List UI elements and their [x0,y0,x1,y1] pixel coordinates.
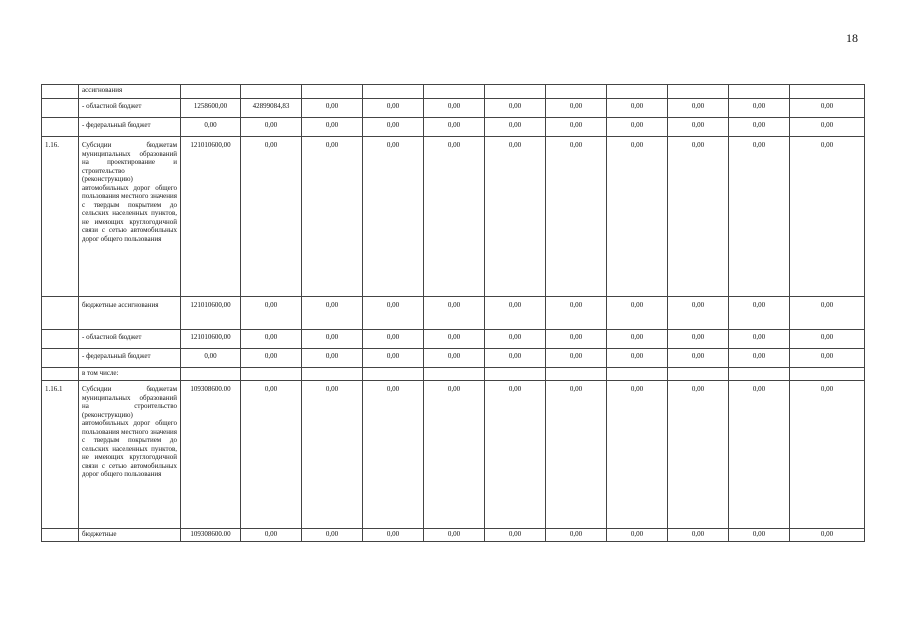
table-row [42,381,865,529]
value-cell: 0,00 [363,118,424,137]
value-cell [729,85,790,99]
value-cell: 0,00 [668,137,729,297]
value-cell: 0,00 [485,529,546,542]
value-cell: 0,00 [729,118,790,137]
value-cell: 0,00 [790,381,865,529]
value-cell: 0,00 [363,137,424,297]
value-cell: 0,00 [546,349,607,368]
value-cell: 0,00 [607,381,668,529]
value-cell: 0,00 [424,297,485,330]
row-label-cell: - областной бюджет [79,330,181,349]
row-index-cell [42,529,79,542]
value-cell: 0,00 [668,349,729,368]
value-cell: 0,00 [424,330,485,349]
row-index-cell [42,297,79,330]
value-cell: 0,00 [607,330,668,349]
value-cell [424,85,485,99]
value-cell: 0,00 [790,137,865,297]
value-cell: 1258600,00 [181,99,241,118]
value-cell [424,368,485,381]
value-cell [607,368,668,381]
value-cell: 109308600.00 [181,529,241,542]
page-number: 18 [846,31,858,45]
value-cell: 0,00 [607,118,668,137]
value-cell: 0,00 [546,137,607,297]
value-cell: 0,00 [546,118,607,137]
table-body [42,85,865,542]
value-cell: 0,00 [790,118,865,137]
row-label-cell: - федеральный бюджет [79,118,181,137]
value-cell: 0,00 [607,529,668,542]
table-row [42,529,865,542]
table-row [42,118,865,137]
value-cell: 0,00 [302,118,363,137]
value-cell [546,368,607,381]
value-cell: 0,00 [607,99,668,118]
value-cell: 0,00 [241,349,302,368]
value-cell: 0,00 [424,529,485,542]
value-cell: 0,00 [607,137,668,297]
value-cell: 0,00 [241,529,302,542]
value-cell: 0,00 [668,118,729,137]
value-cell: 0,00 [790,297,865,330]
table-row [42,368,865,381]
value-cell [363,85,424,99]
value-cell: 0,00 [607,297,668,330]
value-cell: 0,00 [424,137,485,297]
value-cell: 0,00 [181,118,241,137]
value-cell: 0,00 [546,381,607,529]
value-cell: 0,00 [424,381,485,529]
value-cell: 0,00 [241,118,302,137]
value-cell: 0,00 [668,330,729,349]
row-label-cell: Субсидии бюджетам муниципальных образований на проектирование и строительство (реконструкцию) автомобильных дорог общего пользования местного значения с твердым покрытием до сельских населенных пунктов, не имеющих круглогодичной связи с сетью автомобильных дорог общего пользования [79,137,181,297]
value-cell [241,85,302,99]
value-cell [729,368,790,381]
value-cell: 0,00 [668,297,729,330]
value-cell: 0,00 [790,99,865,118]
value-cell: 0,00 [302,137,363,297]
value-cell: 0,00 [546,297,607,330]
row-label-cell: - федеральный бюджет [79,349,181,368]
value-cell [302,368,363,381]
value-cell [181,85,241,99]
row-index-cell [42,368,79,381]
value-cell: 0,00 [363,99,424,118]
value-cell [668,368,729,381]
value-cell: 0,00 [363,330,424,349]
value-cell: 0,00 [546,330,607,349]
table-row [42,99,865,118]
value-cell: 0,00 [729,137,790,297]
value-cell: 0,00 [729,349,790,368]
value-cell: 0,00 [302,330,363,349]
value-cell: 0,00 [668,99,729,118]
value-cell: 0,00 [729,529,790,542]
row-label-cell: ассигнования [79,85,181,99]
row-label-cell: в том числе: [79,368,181,381]
row-index-cell [42,330,79,349]
value-cell: 0,00 [241,330,302,349]
value-cell: 0,00 [424,349,485,368]
table-row [42,85,865,99]
value-cell: 0,00 [424,99,485,118]
value-cell: 0,00 [485,297,546,330]
value-cell: 121010600,00 [181,297,241,330]
table-row [42,330,865,349]
value-cell [607,85,668,99]
row-index-cell [42,118,79,137]
value-cell: 0,00 [790,349,865,368]
value-cell: 0,00 [302,349,363,368]
row-index-cell [42,99,79,118]
value-cell: 0,00 [790,529,865,542]
value-cell: 0,00 [485,137,546,297]
value-cell [485,85,546,99]
value-cell: 0,00 [485,381,546,529]
row-index-cell: 1.16.1 [42,381,79,529]
row-index-cell [42,85,79,99]
table-row [42,297,865,330]
value-cell: 0,00 [607,349,668,368]
row-label-cell: бюджетные ассигнования [79,297,181,330]
value-cell: 0,00 [668,381,729,529]
row-index-cell: 1.16. [42,137,79,297]
value-cell [546,85,607,99]
budget-table [41,84,865,542]
row-index-cell [42,349,79,368]
value-cell: 0,00 [729,297,790,330]
value-cell: 42899084,83 [241,99,302,118]
value-cell: 0,00 [729,330,790,349]
value-cell: 0,00 [181,349,241,368]
value-cell: 0,00 [241,381,302,529]
value-cell [790,85,865,99]
value-cell [485,368,546,381]
value-cell: 121010600,00 [181,137,241,297]
value-cell: 0,00 [302,529,363,542]
value-cell: 0,00 [363,381,424,529]
value-cell: 0,00 [302,381,363,529]
value-cell: 0,00 [729,381,790,529]
value-cell: 109308600.00 [181,381,241,529]
value-cell: 0,00 [668,529,729,542]
value-cell: 0,00 [363,529,424,542]
value-cell: 0,00 [485,99,546,118]
row-label-cell: Субсидии бюджетам муниципальных образований на строительство (реконструкцию) автомобильных дорог общего пользования местного значения с твердым покрытием до сельских населенных пунктов, не имеющих круглогодичной связи с сетью автомобильных дорог общего пользования [79,381,181,529]
value-cell: 0,00 [302,297,363,330]
value-cell [363,368,424,381]
value-cell: 0,00 [241,137,302,297]
value-cell: 0,00 [302,99,363,118]
value-cell: 0,00 [363,297,424,330]
value-cell: 0,00 [485,118,546,137]
value-cell: 0,00 [424,118,485,137]
table-row [42,349,865,368]
row-label-cell: бюджетные [79,529,181,542]
value-cell [241,368,302,381]
row-label-cell: - областной бюджет [79,99,181,118]
table-row [42,137,865,297]
value-cell [302,85,363,99]
value-cell: 0,00 [729,99,790,118]
value-cell: 0,00 [485,349,546,368]
value-cell: 121010600,00 [181,330,241,349]
value-cell [668,85,729,99]
value-cell: 0,00 [546,529,607,542]
value-cell [790,368,865,381]
value-cell: 0,00 [363,349,424,368]
value-cell: 0,00 [790,330,865,349]
value-cell: 0,00 [546,99,607,118]
value-cell [181,368,241,381]
value-cell: 0,00 [241,297,302,330]
value-cell: 0,00 [485,330,546,349]
